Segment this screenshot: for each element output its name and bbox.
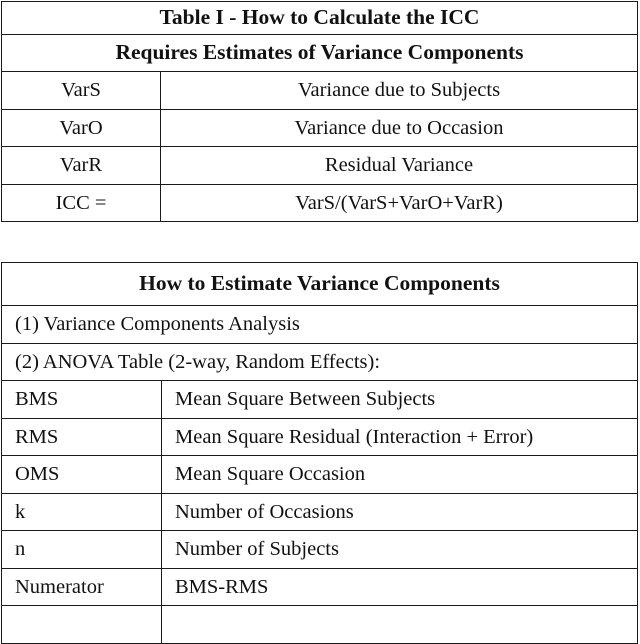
definition-cell: VarS/(VarS+VarO+VarR): [161, 184, 638, 222]
table-subtitle: Requires Estimates of Variance Components: [2, 35, 638, 72]
table-row: [2, 493, 638, 531]
table-row: [2, 147, 638, 185]
table-row: [2, 531, 638, 569]
variance-estimation-table: [1, 262, 638, 644]
definition-cell: Number of Subjects: [162, 531, 638, 569]
term-cell: Numerator: [2, 568, 162, 606]
term-cell: n: [2, 531, 162, 569]
method-row: [2, 306, 638, 344]
table-row: [2, 456, 638, 494]
definition-cell: Mean Square Residual (Interaction + Error): [162, 418, 638, 456]
term-cell: VarO: [2, 109, 161, 147]
definition-cell: Variance due to Occasion: [161, 109, 638, 147]
method-cell: (2) ANOVA Table (2-way, Random Effects):: [2, 343, 638, 381]
term-cell: OMS: [2, 456, 162, 494]
table-title-row: [2, 2, 638, 35]
term-cell: VarS: [2, 72, 161, 110]
term-cell: VarR: [2, 147, 161, 185]
table-row: [2, 72, 638, 110]
definition-cell: Number of Occasions: [162, 493, 638, 531]
definition-cell: [162, 606, 638, 644]
table-subtitle-row: [2, 35, 638, 72]
definition-cell: Mean Square Between Subjects: [162, 381, 638, 419]
table-row: [2, 184, 638, 222]
term-cell: ICC =: [2, 184, 161, 222]
term-cell: RMS: [2, 418, 162, 456]
definition-cell: BMS-RMS: [162, 568, 638, 606]
method-row: [2, 343, 638, 381]
term-cell: k: [2, 493, 162, 531]
table-row: [2, 568, 638, 606]
table-row: [2, 606, 638, 644]
definition-cell: Mean Square Occasion: [162, 456, 638, 494]
term-cell: BMS: [2, 381, 162, 419]
table-title: Table I - How to Calculate the ICC: [2, 2, 638, 35]
method-cell: (1) Variance Components Analysis: [2, 306, 638, 344]
definition-cell: Variance due to Subjects: [161, 72, 638, 110]
table-row: [2, 381, 638, 419]
icc-calculation-table: [1, 1, 638, 222]
table-title: How to Estimate Variance Components: [2, 263, 638, 306]
table-title-row: [2, 263, 638, 306]
term-cell: [2, 606, 162, 644]
definition-cell: Residual Variance: [161, 147, 638, 185]
table-row: [2, 418, 638, 456]
table-row: [2, 109, 638, 147]
